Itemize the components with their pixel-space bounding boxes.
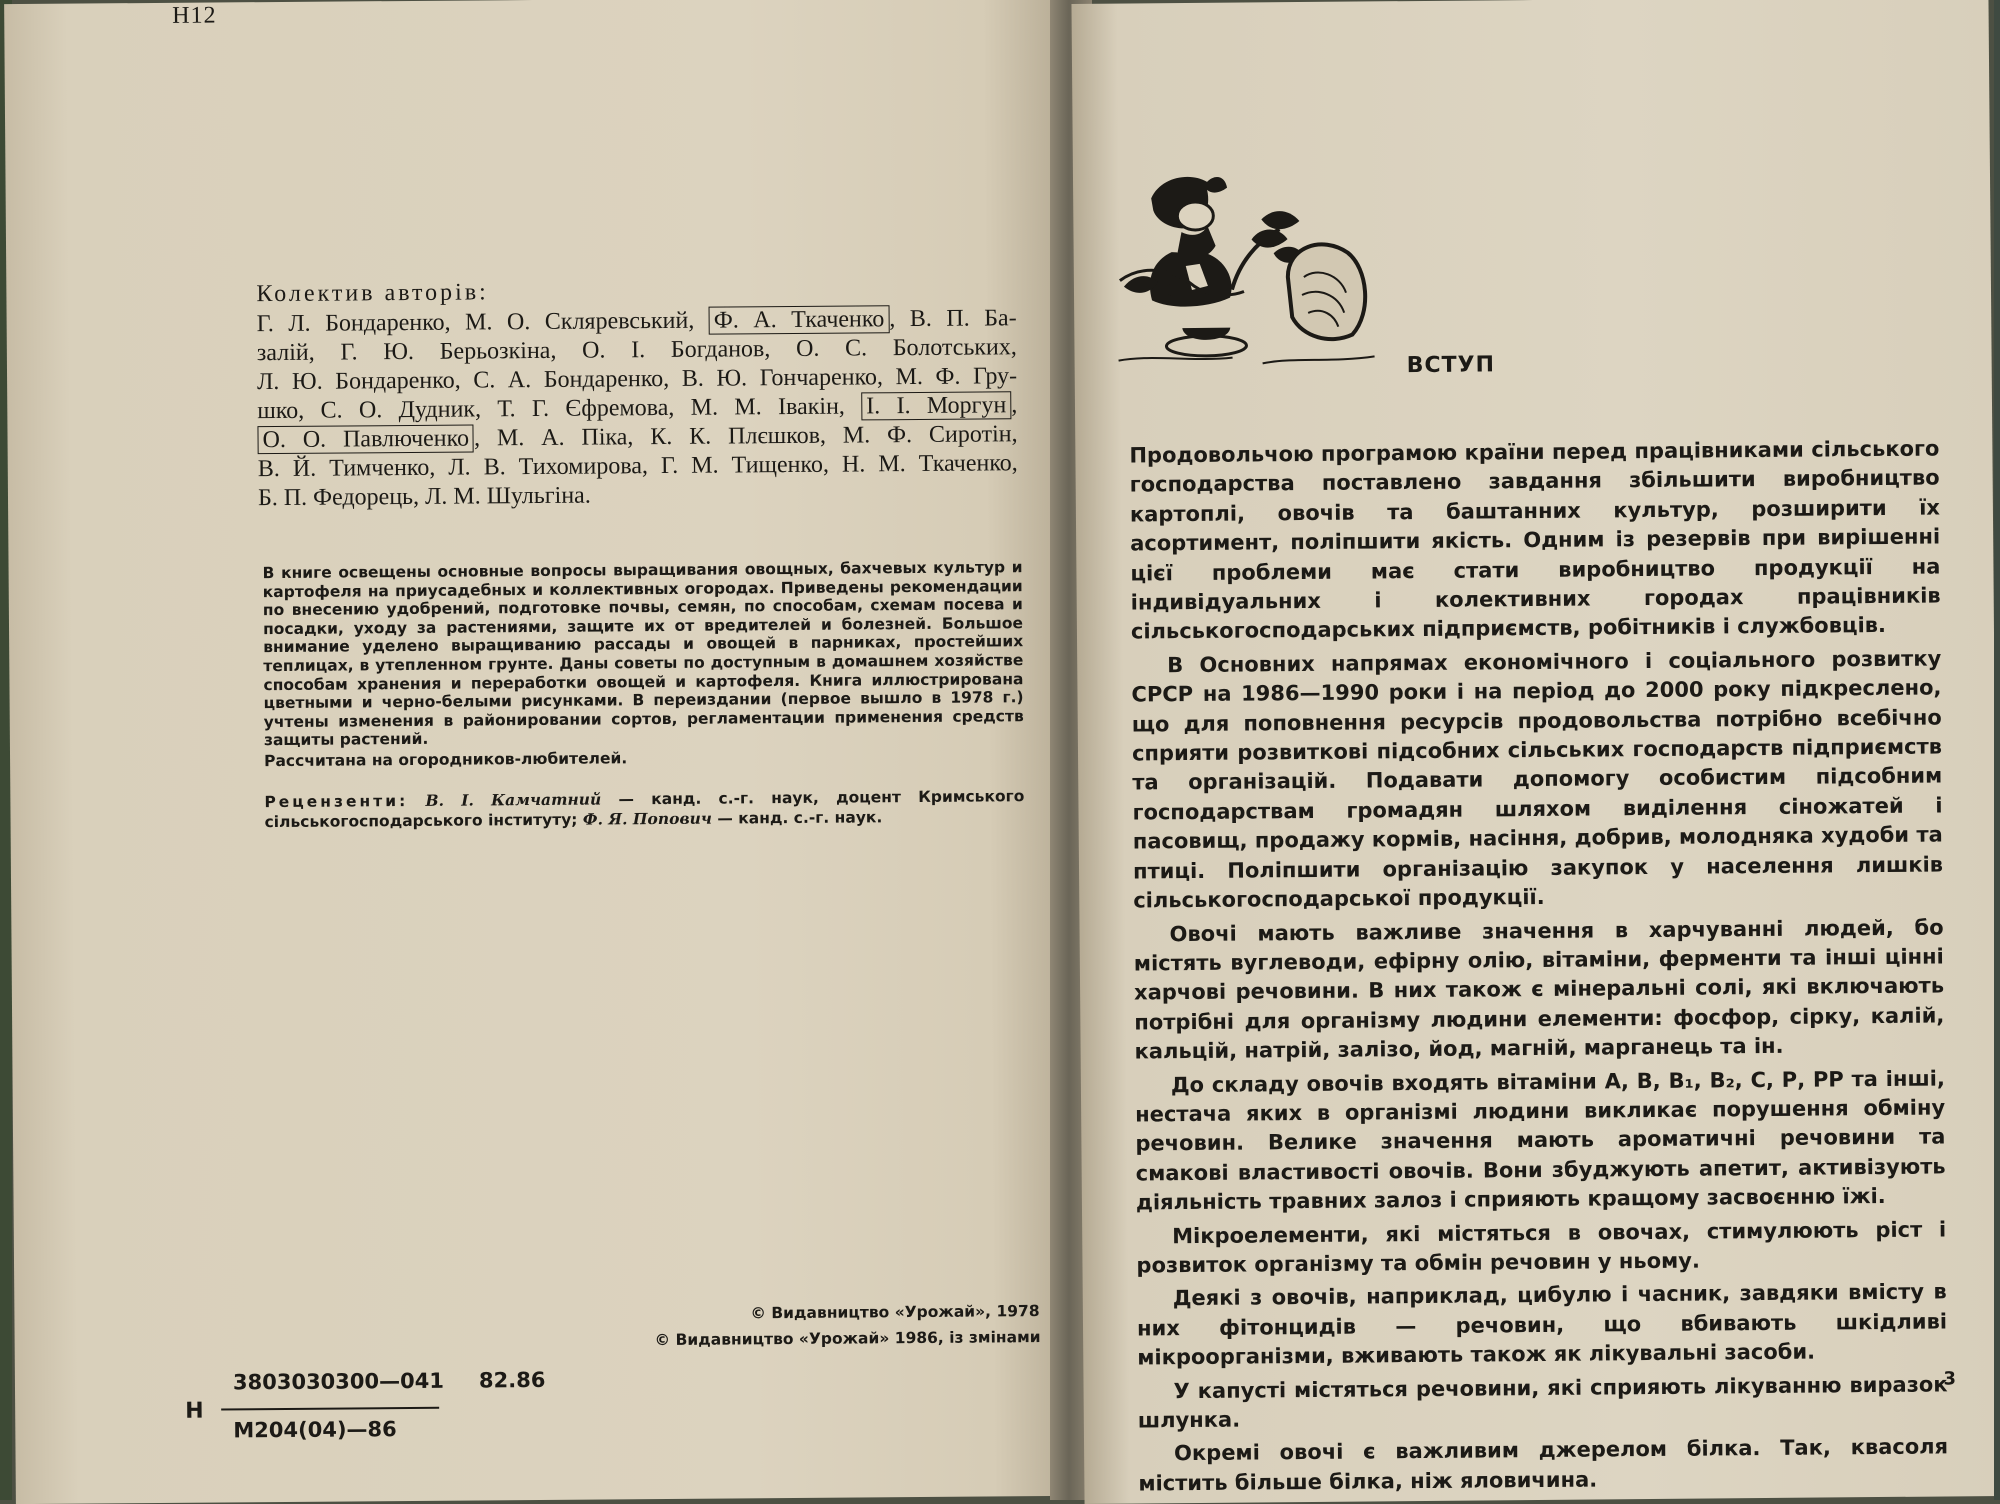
paragraph: До складу овочів входять вітаміни А, В, В₁, В₂, С, Р, РР та інші, нестача яких в організмі людини викликає порушення обміну речовин. Велике значення мають ароматичні речовини та смакові властивості овочів. Вони збуджують апетит, активізують діяльність травних залоз і сприяють кращому засвоєнню їжі. <box>1135 1065 1946 1215</box>
paragraph: В Основних напрямах економічного і соціального розвитку СРСР на 1986—1990 роки і на період до 2000 року підкреслено, що для поповнення ресурсів продовольства потрібно всебічно сприяти розвиткові підсобних сільських господарств підприємств та організацій. Подавати допомогу особистим підсобним господарствам громадян шляхом виділення сіножатей і пасовищ, продажу кормів, насіння, добрив, молодняка худоби та птиці. Поліпшити організацію закупок у населення лишків сільськогосподарської продукції. <box>1131 646 1944 913</box>
index-denominator: М204(04)—86 <box>233 1417 397 1443</box>
reviewers-label: Рецензенти: <box>264 792 409 812</box>
reviewer-2-name: Ф. Я. Попович <box>582 808 713 829</box>
paragraph: Овочі мають важливе значення в харчуванні людей, бо містять вуглеводи, ефірну олію, вітаміни, ферменти та інші цінні харчові речовини. В них також є мінеральні солі, які включають потрібні для організму людини елементи: фосфор, сірку, калій, кальцій, натрій, залізо, йод, магній, марганець та ін. <box>1133 914 1945 1064</box>
authors-line <box>258 449 1018 484</box>
body-text <box>1129 434 1948 1502</box>
reviewers-block <box>264 786 1024 832</box>
index-numerator: 3803030300—041 <box>232 1368 445 1395</box>
authors-text: , В. П. Ба- <box>889 305 1017 333</box>
reviewer-2-description: — канд. с.-г. наук. <box>711 808 883 828</box>
boxed-author-name: О. О. Павлюченко <box>257 424 474 454</box>
page-number: 3 <box>1943 1368 1957 1390</box>
paragraph: Деякі з овочів, наприклад, цибулю і часник, завдяки вмісту в них фітонцидів — речовин, що вбивають шкідливі мікроорганізми, вживають також як лікувальні засоби. <box>1136 1279 1948 1370</box>
authors-text: , М. А. Піка, К. К. Плєшков, М. Ф. Сиротін, <box>473 421 1018 452</box>
paragraph: Продовольчою програмою країни перед працівниками сільського господарства поставлено завдання збільшити виробництво картоплі, овочів та баштанних культур, розширити їх асортимент, поліпшити якість. Одним із резервів при вирішенні цієї проблеми має стати виробництво продукції на індивідуальних і колективних городах працівників сільськогосподарських підприємств, робітників і службовців. <box>1129 436 1941 644</box>
copyright-1978: © Видавництво «Урожай», 1978 <box>750 1302 1040 1323</box>
authors-text: В. Й. Тимченко, Л. В. Тихомирова, Г. М. Тищенко, Н. М. Ткаченко, <box>257 450 1018 483</box>
paragraph: Мікроелементи, які містяться в овочах, стимулюють ріст і розвиток організму та обмін речовин у ньому. <box>1136 1217 1947 1278</box>
boxed-author-name: Ф. А. Ткаченко <box>709 305 890 334</box>
copyright-1986: © Видавництво «Урожай» 1986, із змінами <box>654 1328 1041 1350</box>
catalog-index <box>185 1368 566 1455</box>
reviewer-1-description: — канд. с.-г. наук, доцент Кримського сільськогосподарського інституту; <box>264 787 1025 832</box>
index-suffix: 82.86 <box>478 1367 546 1393</box>
authors-text: , <box>1011 392 1018 419</box>
signature-mark: Н12 <box>172 2 217 29</box>
boxed-author-name: І. І. Моргун <box>861 391 1011 420</box>
annotation-text: В книге освещены основные вопросы выращивания овощных, бахчевых культур и картофеля на приусадебных и коллективных огородах. Приведены рекомендации по внесению удобрений, подготовке почвы, семян, по способам, схемам посева и посадки, уходу за растениями, защите их от вредителей и болезней. Большое внимание уделено выращиванию рассады и овощей в парниках, простейших теплицах, в утепленном грунте. Даны советы по доступным в домашнем хозяйстве способам хранения и переработки овощей и картофеля. Книга иллюстрирована цветными и черно-белыми рисунками. В переиздании (первое вышло в 1978 г.) учтены изменения в районировании сортов, регламентации применения средств защиты растений. <box>262 558 1024 750</box>
authors-text: залій, Г. Ю. Берьозкіна, О. І. Богданов, О. С. Болотських, <box>256 334 1017 367</box>
authors-text: Б. П. Федорець, Л. М. Шульгіна. <box>257 482 591 512</box>
authors-text: Г. Л. Бондаренко, М. О. Скляревський, <box>256 307 695 338</box>
right-page <box>1071 0 2000 1504</box>
index-letter: Н <box>185 1398 204 1424</box>
authors-line <box>258 478 1018 513</box>
left-page <box>4 0 1068 1504</box>
authors-block <box>256 274 1018 513</box>
authors-text: Л. Ю. Бондаренко, С. А. Бондаренко, В. Ю. Гончаренко, М. Ф. Гру- <box>257 363 1018 396</box>
authors-text: шко, С. О. Дудник, Т. Г. Єфремова, М. М. Івакін, <box>257 393 845 425</box>
copyright-block <box>654 1298 1041 1353</box>
reviewer-1-name: В. І. Камчатний <box>425 789 602 810</box>
book-cover-edge-right <box>1994 0 2000 1500</box>
paragraph: У капусті містяться речовини, які сприяють лікуванню виразок шлунка. <box>1137 1372 1948 1433</box>
annotation-block <box>263 558 1025 770</box>
chef-with-greens-illustration <box>1111 166 1393 388</box>
audience-note: Рассчитана на огородников-любителей. <box>264 749 628 771</box>
paragraph: Окремі овочі є важливим джерелом білка. Так, квасоля містить більше білка, ніж яловичина. <box>1138 1434 1949 1496</box>
section-title: ВСТУП <box>1406 352 1496 379</box>
authors-heading: Колектив авторів: <box>256 279 489 308</box>
fraction-bar <box>221 1407 439 1411</box>
